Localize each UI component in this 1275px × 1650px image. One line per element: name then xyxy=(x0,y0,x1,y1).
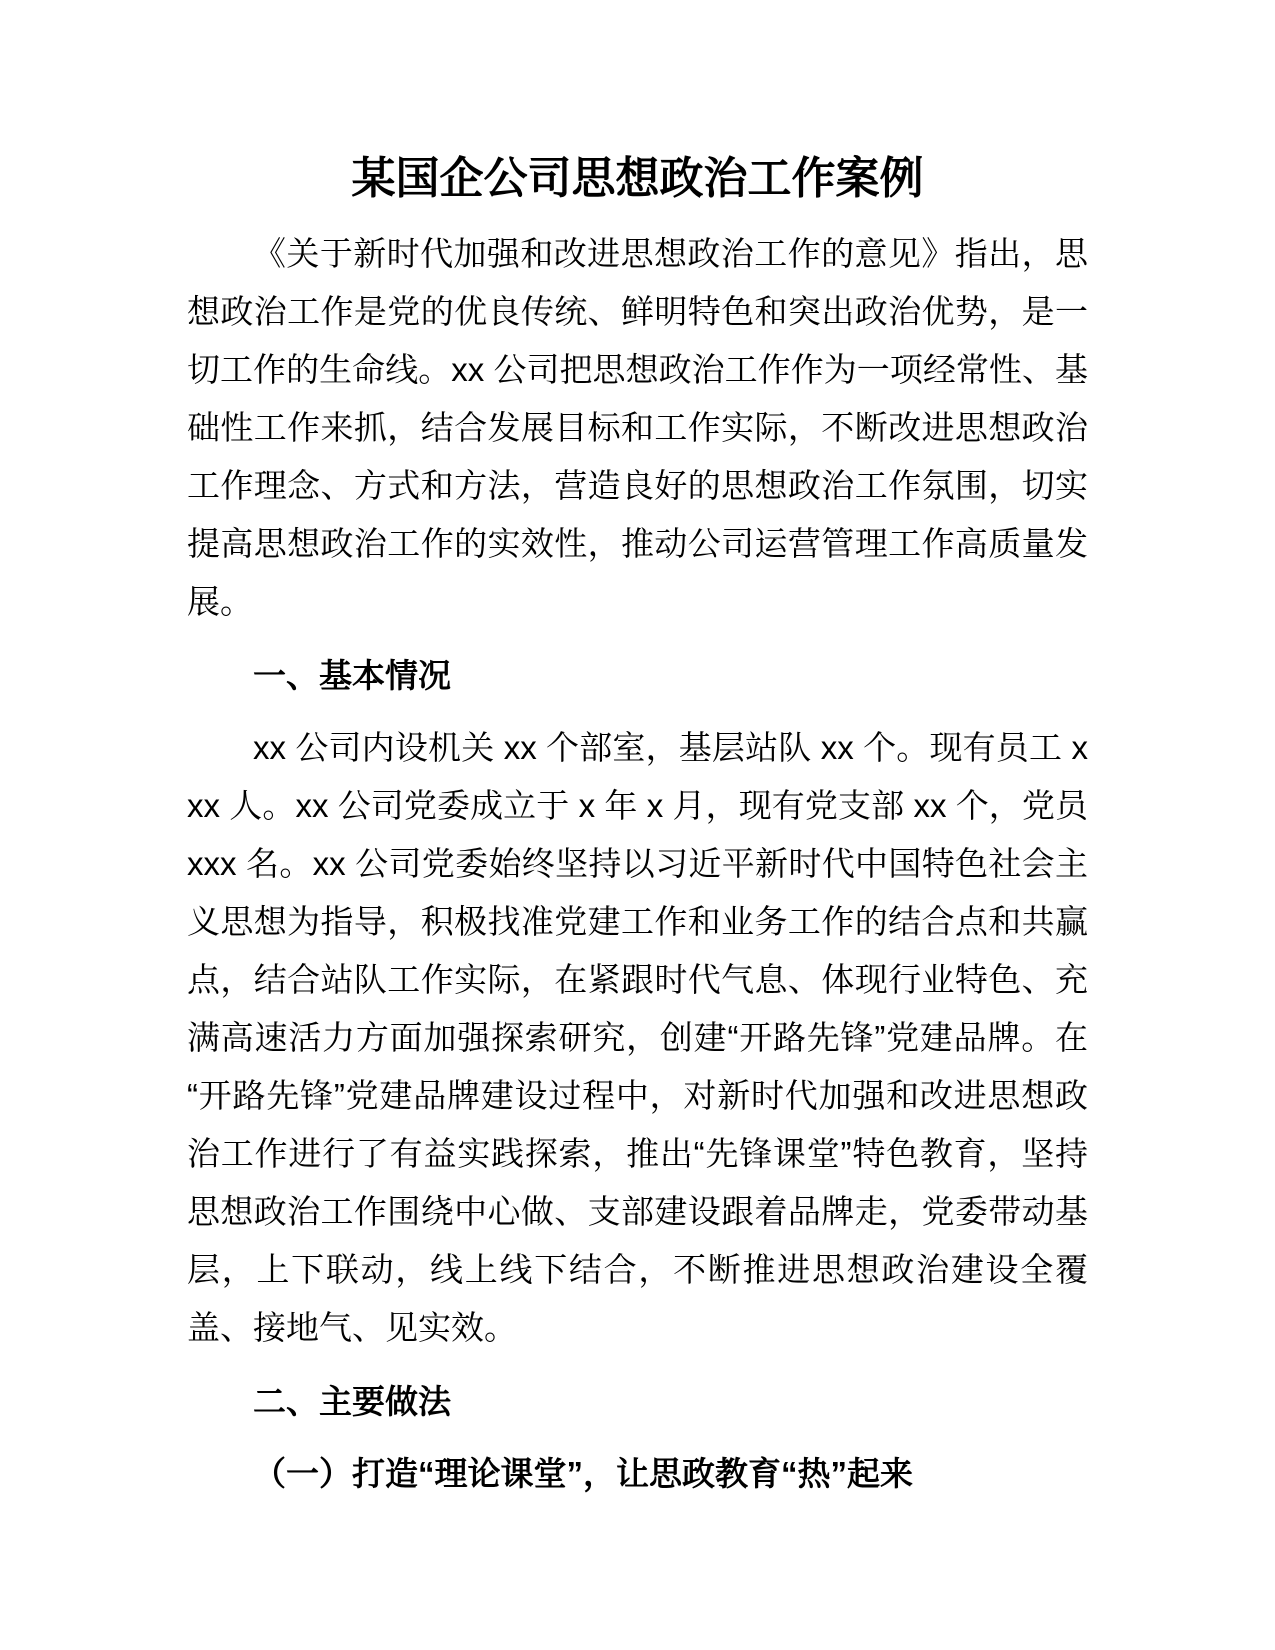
heading-section-2-main-practices: 二、主要做法 xyxy=(253,1383,451,1420)
heading-section-1-basic-situation: 一、基本情况 xyxy=(253,657,451,694)
document-title: 某国企公司思想政治工作案例 xyxy=(351,154,924,203)
subheading-2-1-theory-classroom: （一）打造“理论课堂”，让思政教育“热”起来 xyxy=(253,1455,913,1492)
paragraph-basic-situation: xx 公司内设机关 xx 个部室，基层站队 xx 个。现有员工 xxx 人。xx 公司党委成立于 x 年 x 月，现有党支部 xx 个，党员 xxx 名。xx 公司党委始终坚持以习近平新时代中国特色社会主义思想为指导，积极找准党建工作和业务工作的结合点和共赢点，结合站队工作实际，在紧跟时代气息、体现行业特色、充满高速活力方面加强探索研究，创建“开路先锋”党建品牌。在“开路先锋”党建品牌建设过程中，对新时代加强和改进思想政治工作进行了有益实践探索，推出“先锋课堂”特色教育，坚持思想政治工作围绕中心做、支部建设跟着品牌走，党委带动基层，上下联动，线上线下结合，不断推进思想政治建设全覆盖、接地气、见实效。 xyxy=(187,729,1088,1346)
paragraph-intro: 《关于新时代加强和改进思想政治工作的意见》指出，思想政治工作是党的优良传统、鲜明特色和突出政治优势，是一切工作的生命线。xx 公司把思想政治工作作为一项经常性、基础性工作来抓，结合发展目标和工作实际，不断改进思想政治工作理念、方式和方法，营造良好的思想政治工作氛围，切实提高思想政治工作的实效性，推动公司运营管理工作高质量发展。 xyxy=(187,235,1088,620)
